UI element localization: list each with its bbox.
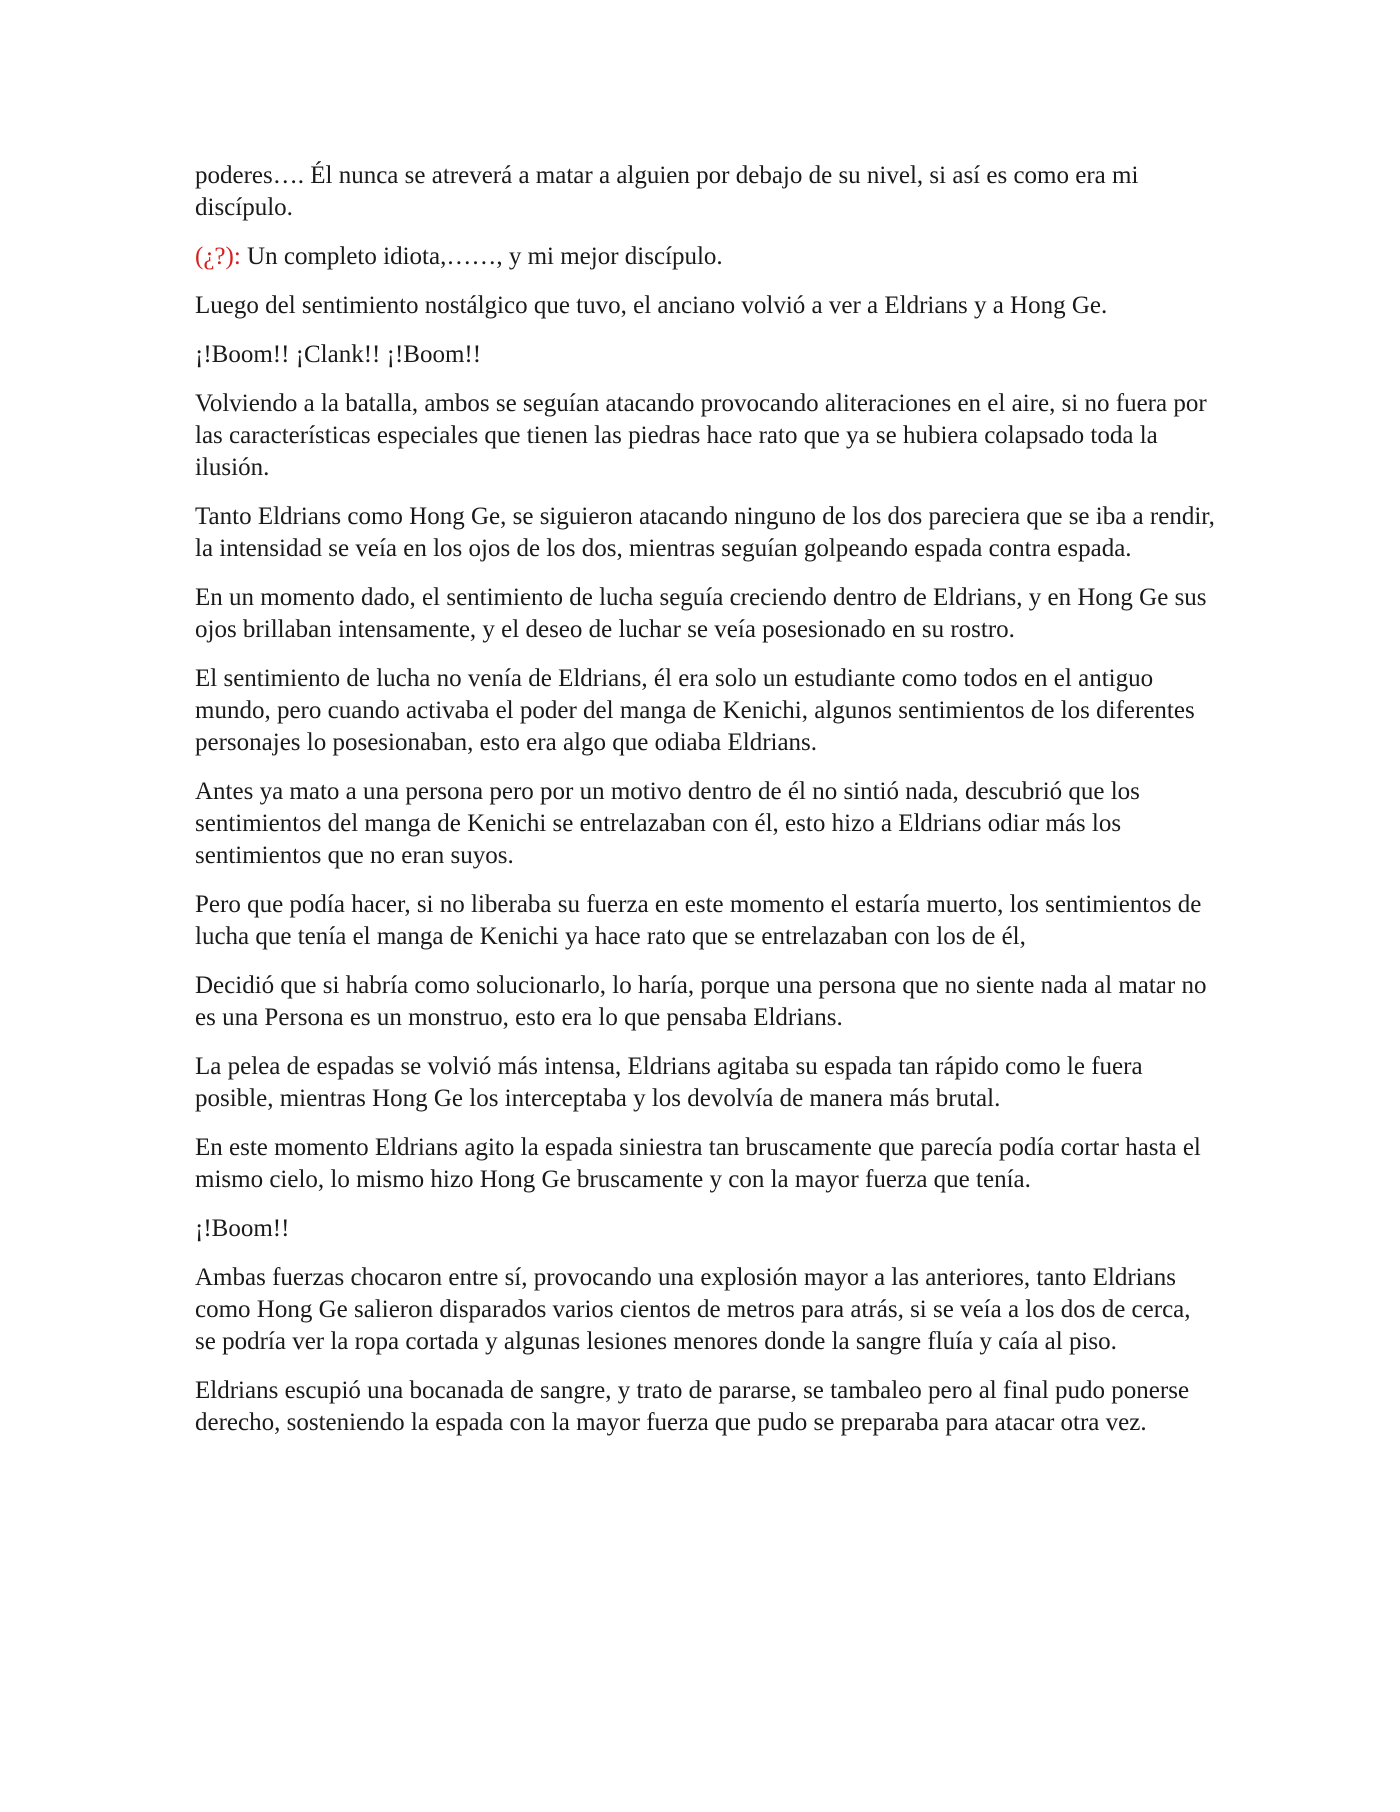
paragraph: Tanto Eldrians como Hong Ge, se siguieron atacando ninguno de los dos pareciera que se iba a rendir, la intensidad se veía en los ojos de los dos, mientras seguían golpeando espada contra espada. <box>195 503 1215 562</box>
sound-effect: ¡!Boom!! <box>195 1215 290 1242</box>
paragraph: En un momento dado, el sentimiento de lucha seguía creciendo dentro de Eldrians, y en Hong Ge sus ojos brillaban intensamente, y el deseo de luchar se veía posesionado en su rostro. <box>195 584 1207 643</box>
dialogue-paragraph <box>195 241 1215 273</box>
paragraph: Luego del sentimiento nostálgico que tuvo, el anciano volvió a ver a Eldrians y a Hong Ge. <box>195 292 1108 319</box>
sound-effect: ¡!Boom!! ¡Clank!! ¡!Boom!! <box>195 341 482 368</box>
paragraph: Ambas fuerzas chocaron entre sí, provocando una explosión mayor a las anteriores, tanto Eldrians como Hong Ge salieron disparados varios cientos de metros para atrás, si se veía a los dos de cerca, se podría ver la ropa cortada y algunas lesiones menores donde la sangre fluía y caía al piso. <box>195 1264 1191 1355</box>
speaker-tag: (¿?): <box>195 243 241 270</box>
paragraph: Volviendo a la batalla, ambos se seguían atacando provocando aliteraciones en el aire, si no fuera por las características especiales que tienen las piedras hace rato que ya se hubiera colapsado toda la ilusión. <box>195 390 1207 481</box>
paragraph: En este momento Eldrians agito la espada siniestra tan bruscamente que parecía podía cortar hasta el mismo cielo, lo mismo hizo Hong Ge bruscamente y con la mayor fuerza que tenía. <box>195 1134 1201 1193</box>
document-body <box>195 160 1215 1456</box>
paragraph: El sentimiento de lucha no venía de Eldrians, él era solo un estudiante como todos en el antiguo mundo, pero cuando activaba el poder del manga de Kenichi, algunos sentimientos de los diferentes personajes lo posesionaban, esto era algo que odiaba Eldrians. <box>195 665 1195 756</box>
paragraph: Pero que podía hacer, si no liberaba su fuerza en este momento el estaría muerto, los sentimientos de lucha que tenía el manga de Kenichi ya hace rato que se entrelazaban con los de él, <box>195 891 1202 950</box>
paragraph: Eldrians escupió una bocanada de sangre, y trato de pararse, se tambaleo pero al final pudo ponerse derecho, sosteniendo la espada con la mayor fuerza que pudo se preparaba para atacar otra vez. <box>195 1377 1190 1436</box>
paragraph: poderes…. Él nunca se atreverá a matar a alguien por debajo de su nivel, si así es como era mi discípulo. <box>195 162 1139 221</box>
dialogue-text: Un completo idiota,……, y mi mejor discípulo. <box>247 243 723 270</box>
paragraph: La pelea de espadas se volvió más intensa, Eldrians agitaba su espada tan rápido como le fuera posible, mientras Hong Ge los interceptaba y los devolvía de manera más brutal. <box>195 1053 1143 1112</box>
paragraph: Antes ya mato a una persona pero por un motivo dentro de él no sintió nada, descubrió que los sentimientos del manga de Kenichi se entrelazaban con él, esto hizo a Eldrians odiar más los sentimientos que no eran suyos. <box>195 778 1140 869</box>
paragraph: Decidió que si habría como solucionarlo, lo haría, porque una persona que no siente nada al matar no es una Persona es un monstruo, esto era lo que pensaba Eldrians. <box>195 972 1207 1031</box>
